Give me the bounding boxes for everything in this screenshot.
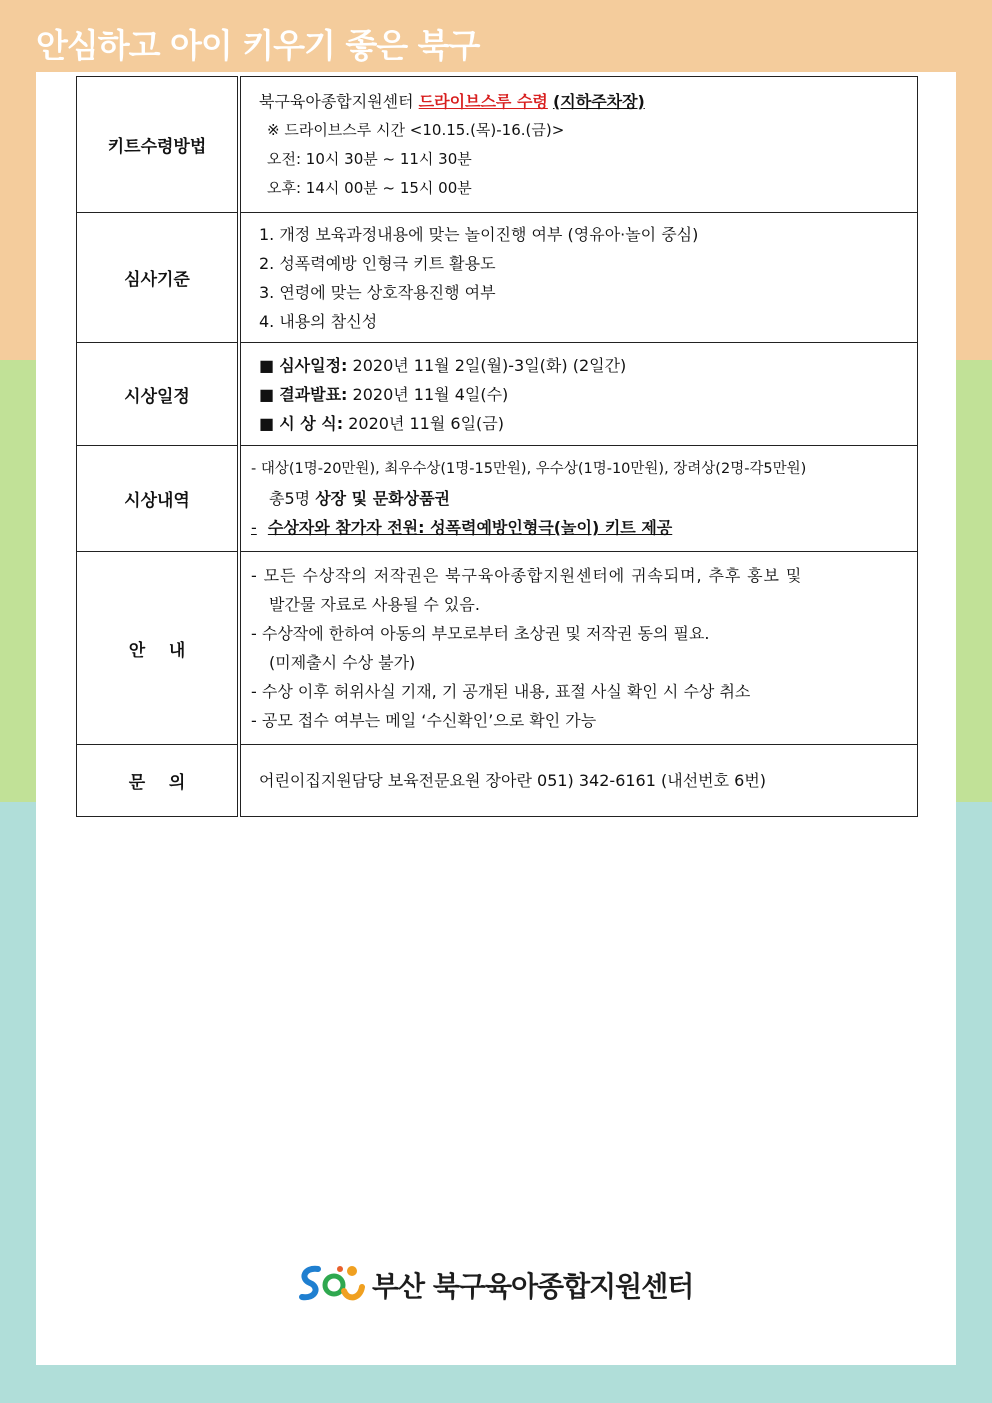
document-page xyxy=(36,72,956,1365)
pickup-morning: 오전: 10시 30분 ~ 11시 30분 xyxy=(267,149,472,168)
square-bullet-icon: ■ xyxy=(259,413,275,433)
organization-logo-icon xyxy=(296,1261,366,1309)
awards-total-count: 총5명 xyxy=(269,489,316,508)
row-label: 문 의 xyxy=(77,745,240,817)
table-row-schedule xyxy=(77,343,918,446)
criteria-item: 2. 성폭력예방 인형극 키트 활용도 xyxy=(259,253,496,273)
row-content xyxy=(239,446,918,552)
notice-line: (미제출시 수상 불가) xyxy=(269,653,416,672)
row-label: 시상일정 xyxy=(77,343,240,446)
notice-line: 발간물 자료로 사용될 수 있음. xyxy=(269,595,480,614)
pickup-period: ※ 드라이브스루 시간 <10.15.(목)-16.(금)> xyxy=(267,120,565,139)
footer xyxy=(296,1260,716,1310)
awards-kit-note xyxy=(251,513,907,542)
schedule-value: 2020년 11월 2일(월)-3일(화) (2일간) xyxy=(347,355,627,375)
kit-for-all: 수상자와 참가자 전원: 성폭력예방인형극(놀이) 키트 제공 xyxy=(267,518,673,537)
header-title: 안심하고 아이 키우기 좋은 북구 xyxy=(36,26,480,65)
pickup-method: 드라이브스루 수령 xyxy=(418,91,548,111)
row-content xyxy=(239,343,918,446)
organization-name: 부산 북구육아종합지원센터 xyxy=(372,1270,694,1303)
notice-line: - 수상작에 한하여 아동의 부모로부터 초상권 및 저작권 동의 필요. xyxy=(251,624,710,643)
table-row-kit-pickup xyxy=(77,77,918,213)
criteria-item: 3. 연령에 맞는 상호작용진행 여부 xyxy=(259,282,496,302)
pickup-line xyxy=(259,87,907,116)
table-row-awards xyxy=(77,446,918,552)
schedule-key: 시 상 식: xyxy=(279,413,344,433)
schedule-key: 결과발표: xyxy=(279,384,348,404)
square-bullet-icon: ■ xyxy=(259,384,275,404)
row-content xyxy=(239,745,918,817)
notice-line: - 공모 접수 여부는 메일 ‘수신확인’으로 확인 가능 xyxy=(251,711,597,730)
schedule-value: 2020년 11월 4일(수) xyxy=(347,384,509,404)
table-row-criteria xyxy=(77,213,918,343)
schedule-item xyxy=(259,409,907,438)
info-table xyxy=(76,76,918,817)
contact-info: 어린이집지원담당 보육전문요원 장아란 051) 342-6161 (내선번호 6번) xyxy=(259,771,767,790)
schedule-value: 2020년 11월 6일(금) xyxy=(343,413,504,433)
row-label: 시상내역 xyxy=(77,446,240,552)
square-bullet-icon: ■ xyxy=(259,355,275,375)
schedule-item xyxy=(259,380,907,409)
row-label: 키트수령방법 xyxy=(77,77,240,213)
table-row-notice xyxy=(77,552,918,745)
awards-list: - 대상(1명-20만원), 최우수상(1명-15만원), 우수상(1명-10만원), 장려상(2명-각5만원) xyxy=(251,461,807,477)
criteria-item: 4. 내용의 참신성 xyxy=(259,311,378,331)
row-label: 안 내 xyxy=(77,552,240,745)
row-content xyxy=(239,552,918,745)
table-row-contact xyxy=(77,745,918,817)
awards-prize: 상장 및 문화상품권 xyxy=(315,489,450,508)
row-content xyxy=(239,77,918,213)
notice-line: - 수상 이후 허위사실 기재, 기 공개된 내용, 표절 사실 확인 시 수상 취소 xyxy=(251,682,751,701)
awards-total xyxy=(251,484,907,513)
schedule-key: 심사일정: xyxy=(279,355,348,375)
dash-mark: - xyxy=(251,518,257,537)
schedule-item xyxy=(259,351,907,380)
row-label: 심사기준 xyxy=(77,213,240,343)
notice-line: - 모든 수상작의 저작권은 북구육아종합지원센터에 귀속되며, 추후 홍보 및 xyxy=(251,566,803,585)
criteria-item: 1. 개정 보육과정내용에 맞는 놀이진행 여부 (영유아·놀이 중심) xyxy=(259,224,699,244)
pickup-place: 북구육아종합지원센터 xyxy=(259,91,419,111)
pickup-afternoon: 오후: 14시 00분 ~ 15시 00분 xyxy=(267,178,472,197)
pickup-location: (지하주차장) xyxy=(552,91,645,111)
row-content xyxy=(239,213,918,343)
